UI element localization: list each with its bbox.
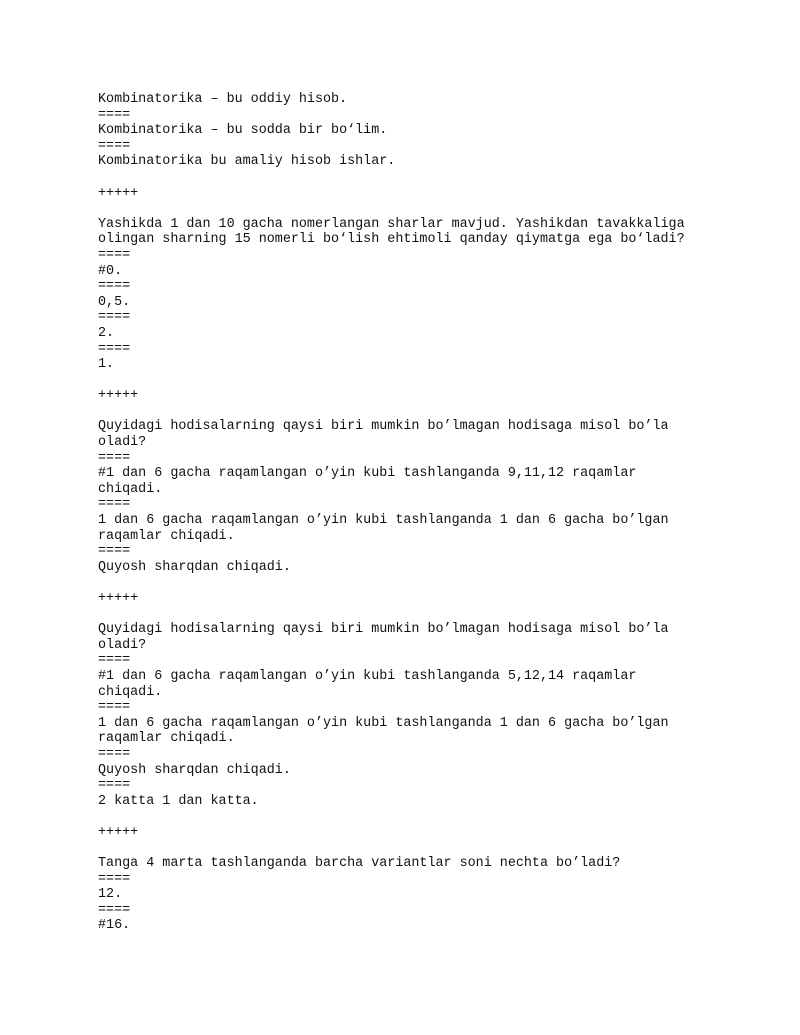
text-line: ==== (98, 700, 131, 716)
text-line: ==== (98, 778, 131, 794)
text-block (98, 217, 738, 373)
text-line: ==== (98, 746, 131, 762)
text-line: oladi? (98, 435, 147, 451)
text-line: ==== (98, 341, 131, 357)
text-line: #1 dan 6 gacha raqamlangan o’yin kubi tashlanganda 9,11,12 raqamlar (98, 466, 637, 482)
text-line: Quyosh sharqdan chiqadi. (98, 762, 291, 778)
text-block (98, 591, 738, 607)
text-block (98, 92, 738, 170)
text-line: raqamlar chiqadi. (98, 528, 235, 544)
text-line: 12. (98, 887, 123, 903)
text-line: chiqadi. (98, 684, 163, 700)
text-line: +++++ (98, 185, 139, 201)
text-line: ==== (98, 653, 131, 669)
text-line: +++++ (98, 591, 139, 606)
text-line: raqamlar chiqadi. (98, 731, 235, 747)
text-line: ==== (98, 497, 131, 513)
text-line: 1 dan 6 gacha raqamlangan o’yin kubi tashlanganda 1 dan 6 gacha bo’lgan (98, 513, 669, 529)
text-block (98, 388, 738, 404)
text-block (98, 622, 738, 809)
text-line: ==== (98, 871, 131, 887)
block-spacer (98, 373, 738, 389)
text-block (98, 419, 738, 575)
text-line: #1 dan 6 gacha raqamlangan o’yin kubi tashlanganda 5,12,14 raqamlar (98, 668, 637, 684)
text-line: ==== (98, 138, 131, 154)
text-line: +++++ (98, 388, 139, 404)
text-line: Quyidagi hodisalarning qaysi biri mumkin bo’lmagan hodisaga misol bo’la (98, 622, 669, 638)
block-spacer (98, 809, 738, 825)
text-line: oladi? (98, 637, 147, 653)
text-block (98, 825, 738, 841)
text-line: ==== (98, 310, 131, 326)
text-line: ==== (98, 247, 131, 263)
text-line: ==== (98, 544, 131, 560)
text-line: Yashikda 1 dan 10 gacha nomerlangan sharlar mavjud. Yashikdan tavakkaliga (98, 216, 685, 232)
text-block (98, 186, 738, 202)
block-spacer (98, 404, 738, 420)
text-line: Kombinatorika – bu oddiy hisob. (98, 92, 348, 107)
text-line: #16. (98, 918, 131, 934)
text-line: Tanga 4 marta tashlanganda barcha variantlar soni nechta bo’ladi? (98, 856, 621, 872)
text-line: chiqadi. (98, 481, 163, 497)
document-page (98, 92, 738, 934)
text-line: Kombinatorika – bu sodda bir bo‘lim. (98, 123, 388, 139)
block-spacer (98, 575, 738, 591)
text-line: #0. (98, 263, 123, 279)
text-line: 1. (98, 357, 115, 373)
text-line: 0,5. (98, 294, 131, 310)
text-line: ==== (98, 107, 131, 123)
text-line: Quyidagi hodisalarning qaysi biri mumkin bo’lmagan hodisaga misol bo’la (98, 419, 669, 435)
text-line: 1 dan 6 gacha raqamlangan o’yin kubi tashlanganda 1 dan 6 gacha bo’lgan (98, 715, 669, 731)
block-spacer (98, 170, 738, 186)
text-line: +++++ (98, 824, 139, 840)
text-line: ==== (98, 279, 131, 295)
text-line: ==== (98, 450, 131, 466)
text-block (98, 856, 738, 934)
text-line: Kombinatorika bu amaliy hisob ishlar. (98, 154, 396, 170)
block-spacer (98, 607, 738, 623)
text-line: 2 katta 1 dan katta. (98, 793, 259, 809)
text-line: ==== (98, 902, 131, 918)
block-spacer (98, 841, 738, 857)
block-spacer (98, 201, 738, 217)
text-line: olingan sharning 15 nomerli bo‘lish ehtimoli qanday qiymatga ega bo‘ladi? (98, 232, 685, 248)
text-line: 2. (98, 325, 115, 341)
text-line: Quyosh sharqdan chiqadi. (98, 559, 291, 575)
